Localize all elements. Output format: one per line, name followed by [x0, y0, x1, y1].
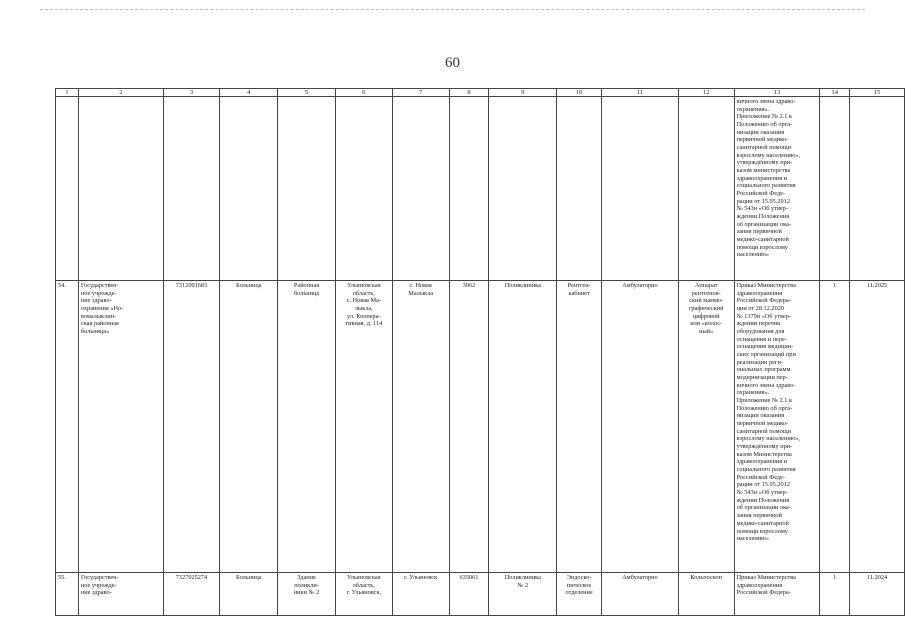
quantity-cell: 1	[820, 281, 850, 573]
care-mode-cell: Амбулаторно	[602, 573, 679, 616]
locality-cell: г. Ульяновск	[392, 573, 449, 616]
unit-cell: Поликлиника	[489, 281, 557, 573]
address-cell: Ульяновская область, г. Ульяновск,	[335, 573, 392, 616]
row-number: 54.	[56, 281, 79, 573]
column-header: 10	[557, 89, 602, 97]
table-row	[56, 281, 905, 573]
building-name: Здание поликли- ники № 2	[278, 573, 336, 616]
legal-basis-cell: вичного звена здраво- охранения». Приложение № 2.1 к Положению об орга- низации оказания первичной медико- санитарной помощи взрослому населению», утверждённому при- казом министерства здравоохранения и социального развития Российской Феде- рации от 15.05.2012 № 543н «Об утвер- ждении Положения об организации ока- зания первичной медико-санитарной помощи взрослому населению»	[734, 97, 820, 281]
quantity-cell: 1	[820, 573, 850, 616]
date-cell: 11.2024	[850, 573, 905, 616]
address-cell: Ульяновская область, с. Новая Ма- лыкла, ул. Коопера- тивная, д. 114	[335, 281, 392, 573]
department-cell: Эндоско- пическое отделение	[557, 573, 602, 616]
organization-name: Государствен- ное учрежде- ние здраво- охранения «Но- вомалыклин- ская районная больница»	[78, 281, 163, 573]
table-row	[56, 573, 905, 616]
facility-type: Больница	[220, 573, 278, 616]
unit-cell: Поликлиника № 2	[489, 573, 557, 616]
column-header: 2	[78, 89, 163, 97]
code-cell: 635061	[449, 573, 489, 616]
department-cell: Рентген- кабинет	[557, 281, 602, 573]
equipment-cell: Аппарат рентгенов- ский маммо- графический цифровой или «волос- ный»	[678, 281, 734, 573]
column-header: 5	[278, 89, 336, 97]
legal-basis-cell: Приказ Министерства здравоохранения Российской Федера-	[734, 573, 820, 616]
care-mode-cell: Амбулаторно	[602, 281, 679, 573]
row-number: 55.	[56, 573, 79, 616]
legal-basis-cell: Приказ Министерства здравоохранения Российской Федера- ции от 28.12.2020 № 1379н «Об утвер- ждении перечня оборудования для оснащения и пере- оснащения медицин- ских организаций при реализации реги- ональных программ модернизации пер- вичного звена здраво- охранения». Приложение № 2.1 к Положению об орга- низации оказания первичной медико- санитарной помощи взрослому населению», утверждённому при- казом Министерства здравоохранения и социального развития Российской Феде- рации от 15.05.2012 № 543н «Об утвер- ждении Положения об организации ока- зания первичной медико-санитарной помощи взрослому населению»	[734, 281, 820, 573]
inn-cell: 7327025274	[163, 573, 220, 616]
page-number: 60	[445, 55, 460, 71]
code-cell: 3062	[449, 281, 489, 573]
date-cell: 11.2025	[850, 281, 905, 573]
locality-cell: с. Новая Малыкла	[392, 281, 449, 573]
column-header: 3	[163, 89, 220, 97]
column-header: 11	[602, 89, 679, 97]
column-header: 9	[489, 89, 557, 97]
equipment-table	[55, 88, 905, 616]
column-header: 4	[220, 89, 278, 97]
organization-name: Государствен- ное учрежде- ние здраво-	[78, 573, 163, 616]
column-header: 7	[392, 89, 449, 97]
equipment-cell: Кольпоскоп	[678, 573, 734, 616]
column-header: 6	[335, 89, 392, 97]
column-header: 13	[734, 89, 820, 97]
table-row-continuation	[56, 97, 905, 281]
building-name: Районная больница	[278, 281, 336, 573]
column-number-row	[56, 89, 905, 97]
top-rule	[40, 9, 865, 10]
column-header: 12	[678, 89, 734, 97]
inn-cell: 7312001683	[163, 281, 220, 573]
column-header: 1	[56, 89, 79, 97]
facility-type: Больница	[220, 281, 278, 573]
column-header: 14	[820, 89, 850, 97]
column-header: 8	[449, 89, 489, 97]
column-header: 15	[850, 89, 905, 97]
